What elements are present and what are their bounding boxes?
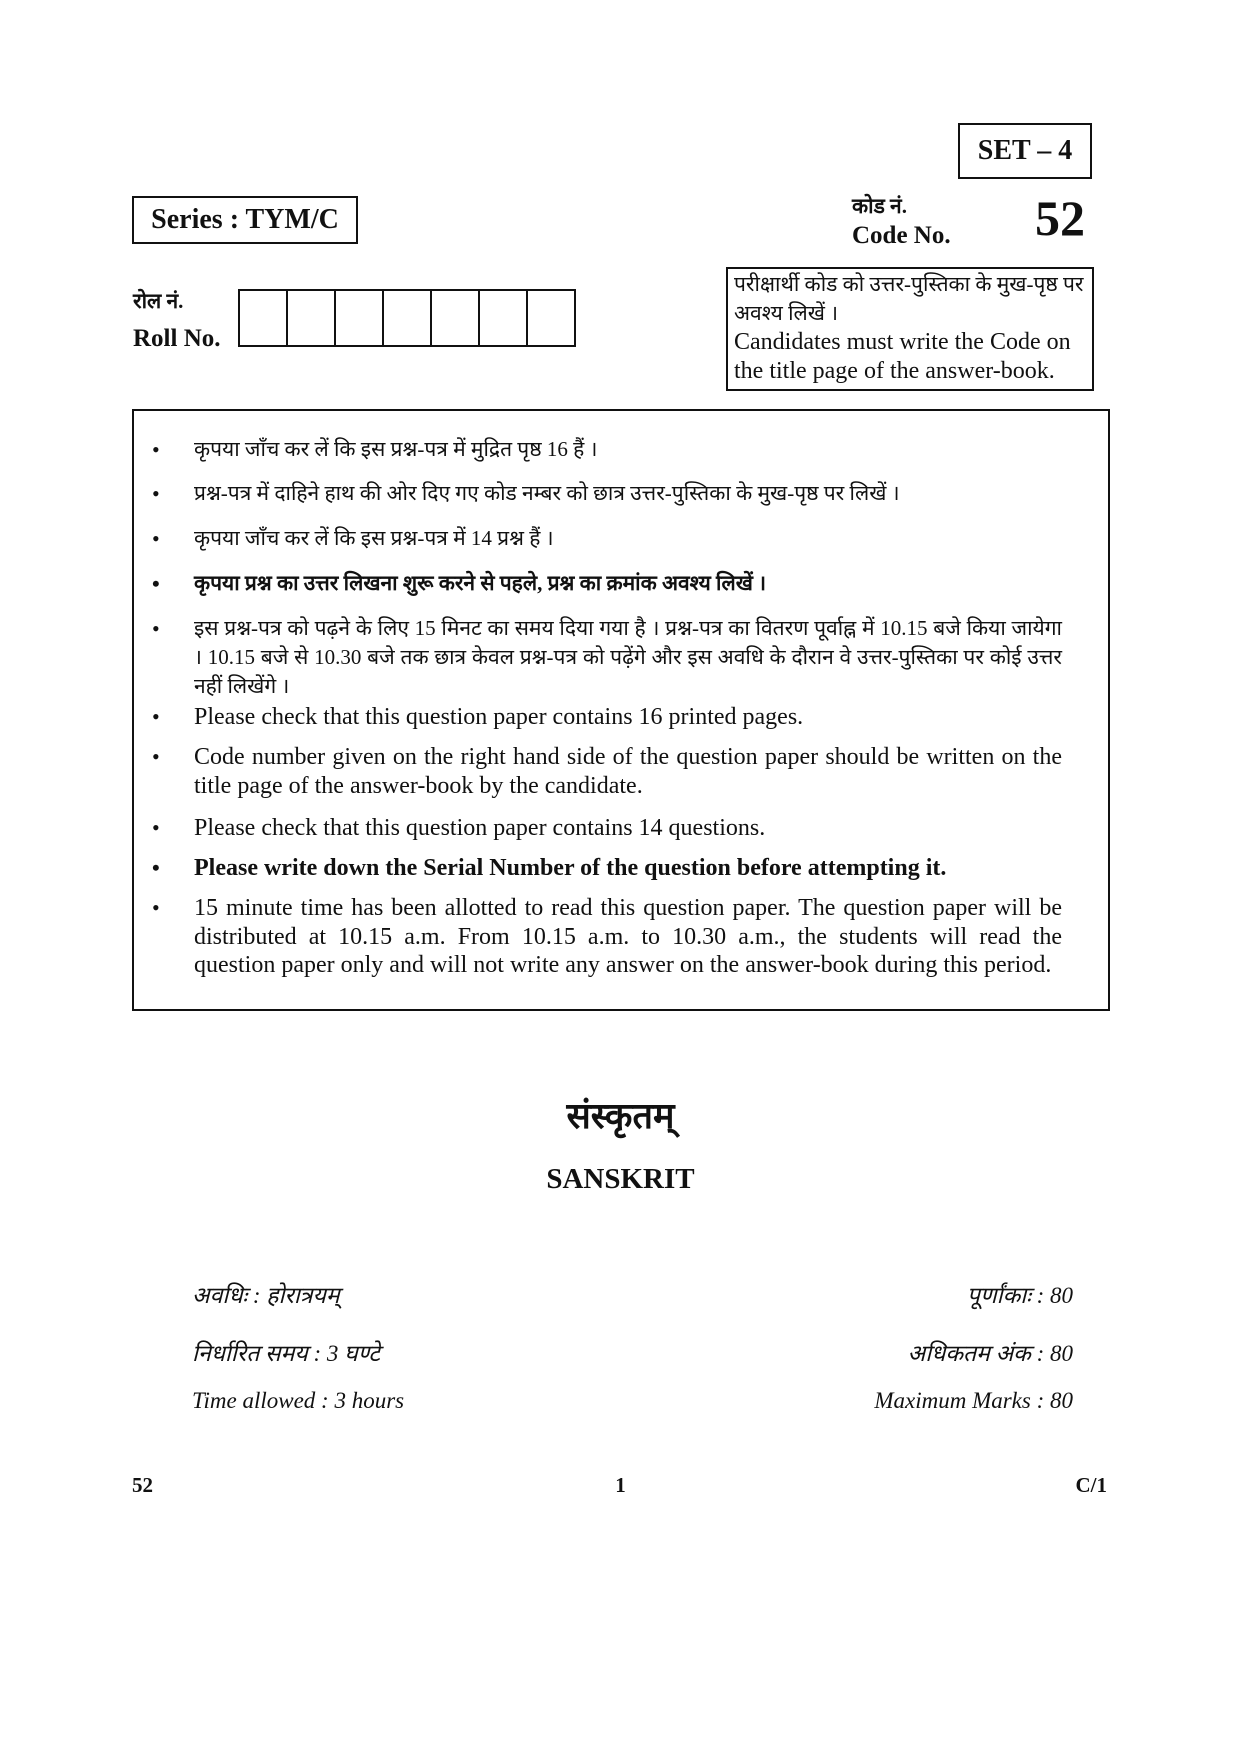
instruction-item [152,743,1062,800]
roll-number-cell[interactable] [480,291,528,345]
bullet-icon: • [152,895,160,920]
instruction-item [152,435,1062,464]
duration-sanskrit: अवधिः : होरात्रयम् [192,1283,340,1308]
instruction-text: प्रश्न-पत्र में दाहिने हाथ की ओर दिए गए कोड नम्बर को छात्र उत्तर-पुस्तिका के मुख-पृष्ठ पर लिखें । [194,481,900,505]
instruction-item [152,524,1062,553]
bullet-icon: • [152,616,160,641]
footer-set: C/1 [1075,1473,1107,1497]
code-note [726,267,1094,391]
max-marks: Maximum Marks : 80 [874,1388,1073,1413]
instruction-text: कृपया प्रश्न का उत्तर लिखना शुरू करने से पहले, प्रश्न का क्रमांक अवश्य लिखें । [194,571,767,595]
bullet-icon: • [152,855,160,880]
set-label: SET – 4 [958,123,1092,179]
instruction-text: कृपया जाँच कर लें कि इस प्रश्न-पत्र में मुद्रित पृष्ठ 16 हैं । [194,437,598,461]
instruction-item [152,703,1062,732]
roll-number-cell[interactable] [288,291,336,345]
bullet-icon: • [152,571,160,596]
instruction-item [152,569,1062,598]
bullet-icon: • [152,437,160,462]
instruction-text: 15 minute time has been allotted to read this question paper. The question paper will be distributed at 10.15 a.m. From 10.15 a.m. to 10.30 a.m., the students will read the question paper only and will not write any answer on the answer-book during this period. [194,895,1062,978]
roll-number-cell[interactable] [432,291,480,345]
instruction-text: Please write down the Serial Number of the question before attempting it. [194,855,947,881]
instruction-item [152,894,1062,980]
instruction-text: Please check that this question paper contains 16 printed pages. [194,704,804,730]
code-note-english: Candidates must write the Code on the title page of the answer-book. [734,329,1071,384]
instruction-item [152,614,1062,701]
instruction-item [152,814,1062,843]
roll-number-cell[interactable] [384,291,432,345]
instruction-item [152,479,1062,508]
subject-title: SANSKRIT [546,1163,695,1195]
instruction-text: Code number given on the right hand side of the question paper should be written on the title page of the answer-book by the candidate. [194,744,1062,799]
footer-code: 52 [132,1473,153,1497]
roll-number-boxes [238,289,576,347]
roll-number-cell[interactable] [336,291,384,345]
instruction-text: Please check that this question paper contains 14 questions. [194,815,766,841]
roll-number-cell[interactable] [240,291,288,345]
roll-label-hindi: रोल नं. [133,289,184,313]
bullet-icon: • [152,704,160,729]
instructions-box [132,409,1110,1011]
code-label-hindi: कोड नं. [852,194,907,218]
page-number: 1 [615,1473,626,1497]
instruction-text: कृपया जाँच कर लें कि इस प्रश्न-पत्र में 14 प्रश्न हैं । [194,526,554,550]
bullet-icon: • [152,744,160,769]
roll-label: Roll No. [133,325,221,352]
max-marks-hindi: अधिकतम अंक : 80 [907,1341,1073,1366]
bullet-icon: • [152,481,160,506]
subject-title-sanskrit: संस्कृतम् [566,1096,675,1136]
code-note-hindi: परीक्षार्थी कोड को उत्तर-पुस्तिका के मुख-पृष्ठ पर अवश्य लिखें । [734,272,1084,325]
time-allowed-hindi: निर्धारित समय : 3 घण्टे [192,1341,380,1366]
code-number: 52 [1035,190,1085,246]
bullet-icon: • [152,526,160,551]
instruction-text: इस प्रश्न-पत्र को पढ़ने के लिए 15 मिनट का समय दिया गया है । प्रश्न-पत्र का वितरण पूर्वाह्न में 10.15 बजे किया जायेगा । 10.15 बजे से 10.30 बजे तक छात्र केवल प्रश्न-पत्र को पढ़ेंगे और इस अवधि के दौरान वे उत्तर-पुस्तिका पर कोई उत्तर नहीं लिखेंगे । [194,616,1062,698]
series-label: Series : TYM/C [132,196,358,244]
time-allowed: Time allowed : 3 hours [192,1388,405,1413]
code-label: Code No. [852,222,951,249]
bullet-icon: • [152,815,160,840]
roll-number-cell[interactable] [528,291,576,345]
full-marks-sanskrit: पूर्णांकाः : 80 [966,1283,1073,1308]
instruction-item [152,854,1062,883]
